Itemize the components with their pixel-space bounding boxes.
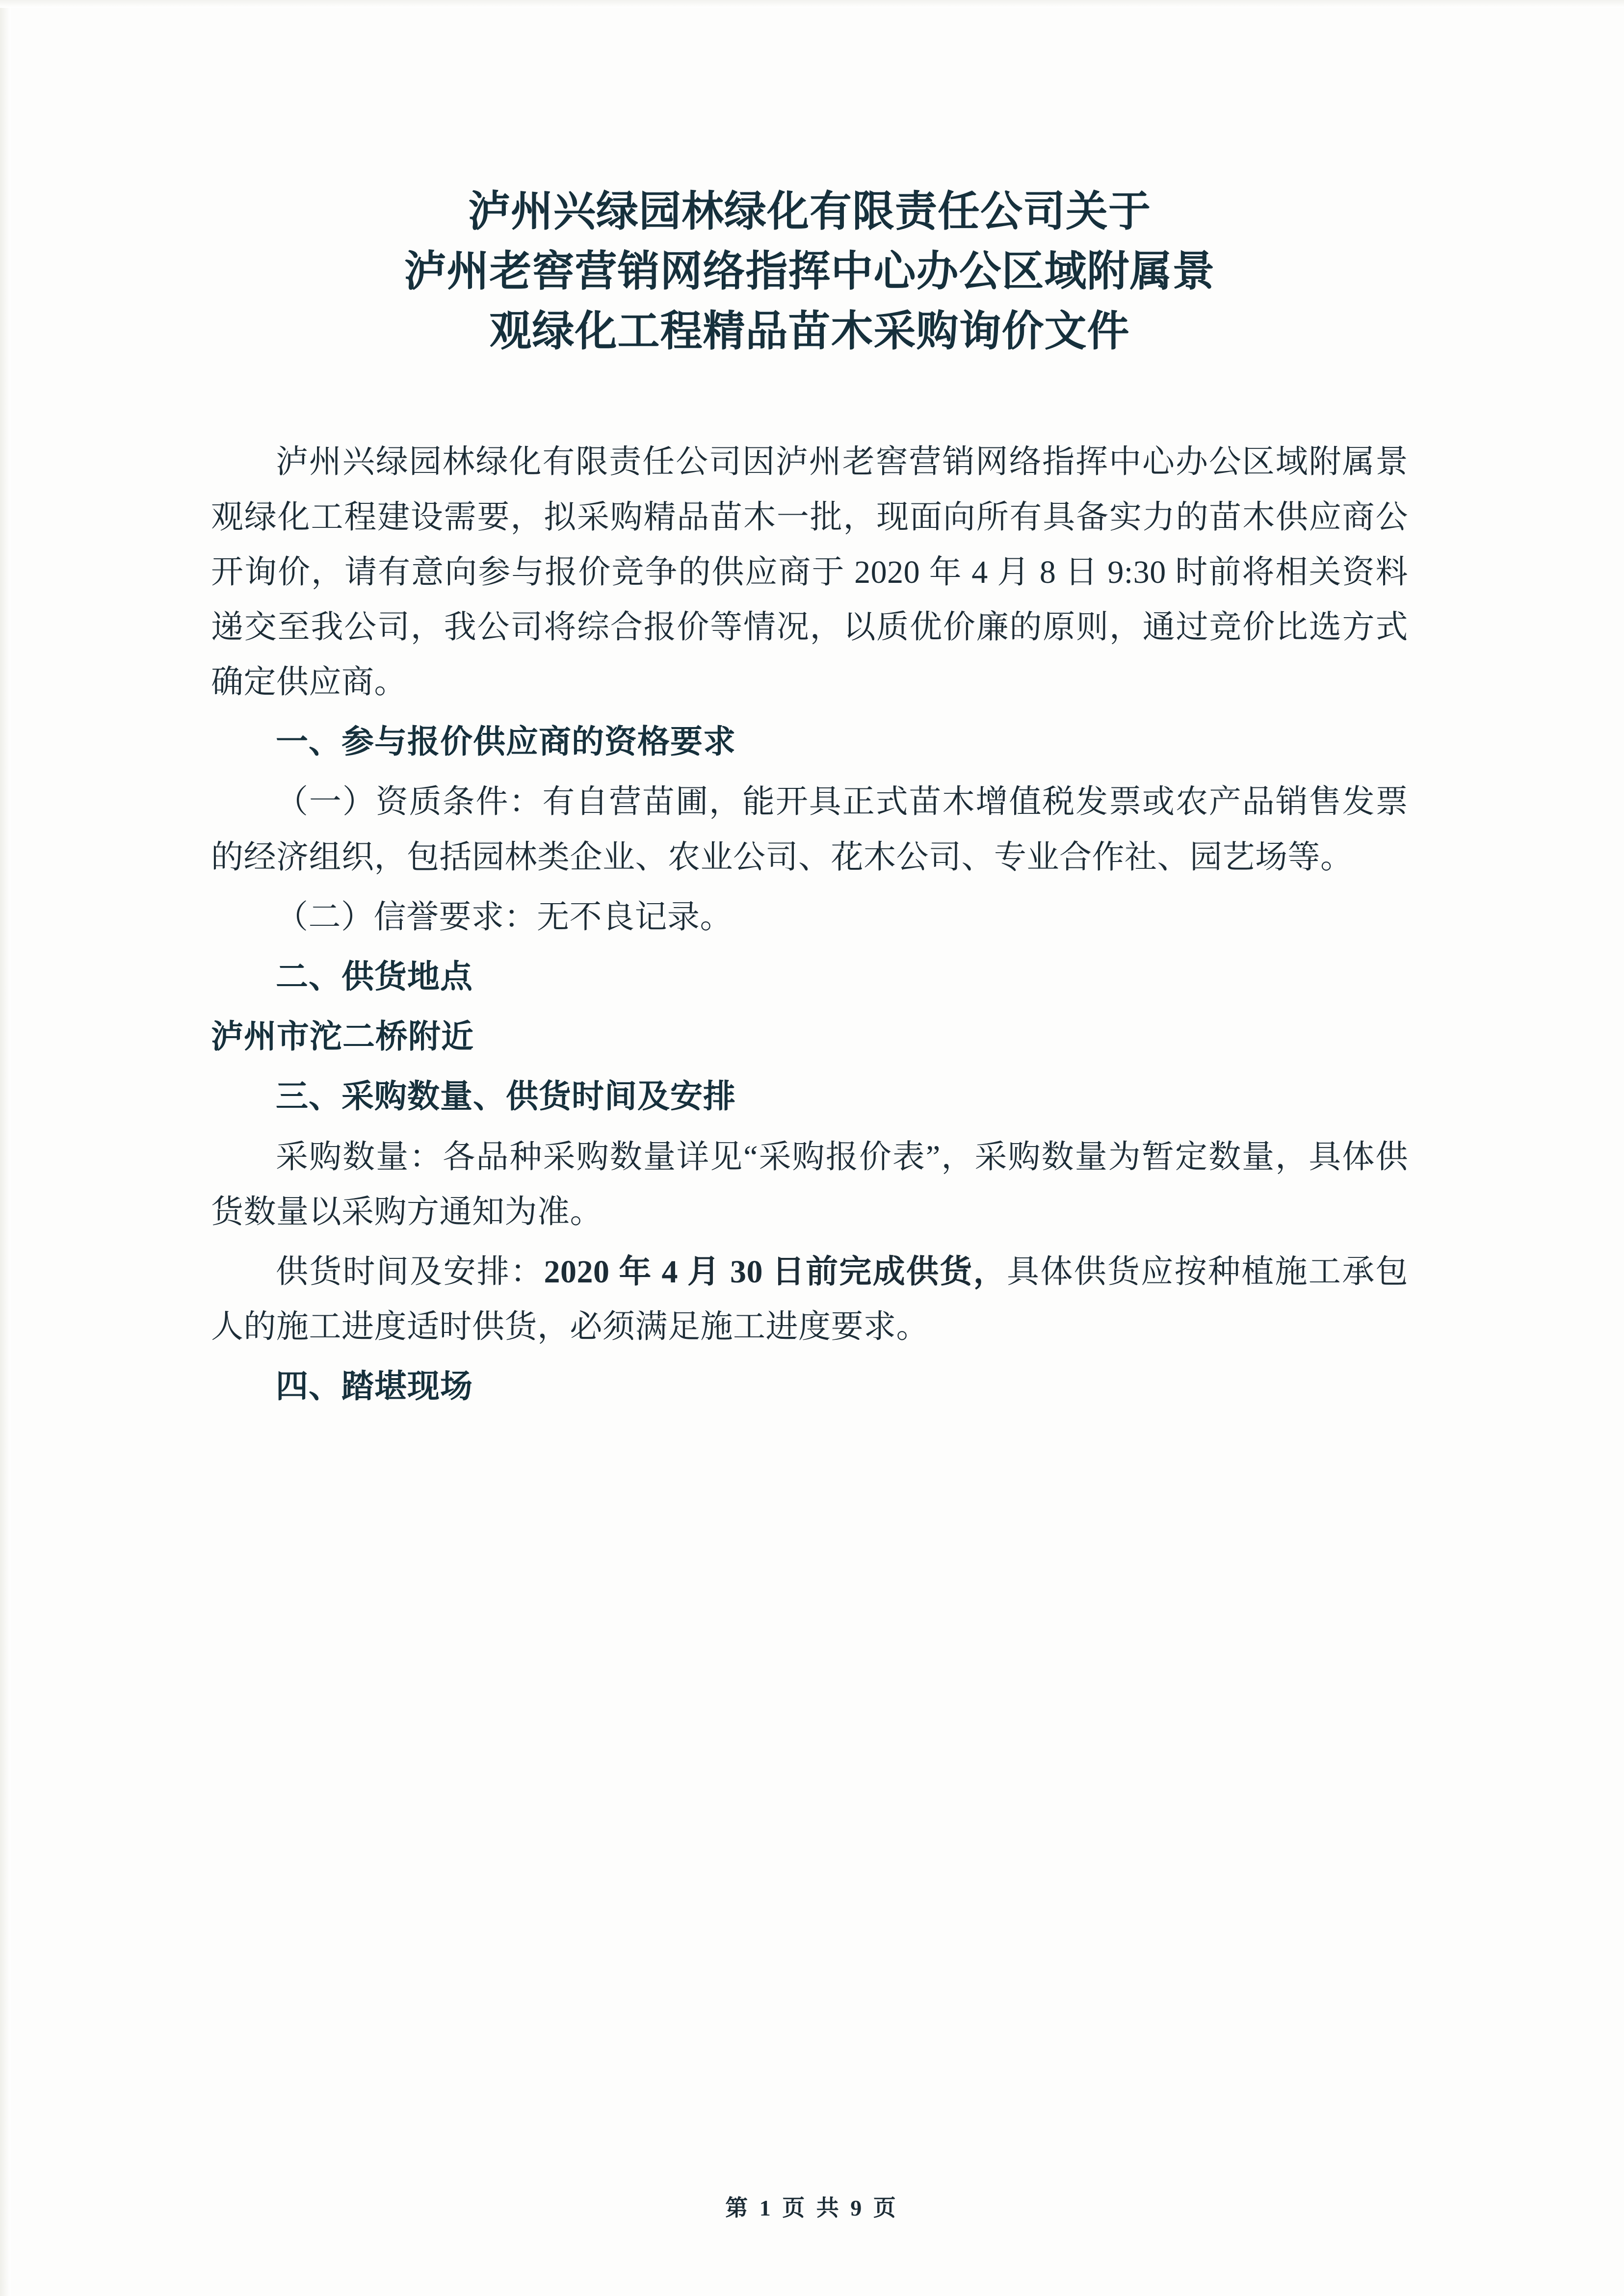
heading-section-4: 四、踏堪现场 <box>276 1369 473 1405</box>
title-line-3: 观绿化工程精品苗木采购询价文件 <box>489 308 1130 355</box>
page-title <box>211 182 1408 361</box>
page-footer: 第 1 页 共 9 页 <box>725 2195 899 2220</box>
schedule-suffix: 具体供货应按种植施工承包人的施工进度适时供货，必须满足施工进度要求。 <box>211 1253 1409 1345</box>
paragraph-section-3-quantity: 采购数量：各品种采购数量详见“采购报价表”，采购数量为暂定数量，具体供货数量以采购方通知为准。 <box>211 1139 1408 1230</box>
paragraph-section-1-item-1: （一）资质条件：有自营苗圃，能开具正式苗木增值税发票或农产品销售发票的经济组织，包括园林类企业、农业公司、花木公司、专业合作社、园艺场等。 <box>211 784 1408 875</box>
paragraph-intro: 泸州兴绿园林绿化有限责任公司因泸州老窖营销网络指挥中心办公区域附属景观绿化工程建设需要，拟采购精品苗木一批，现面向所有具备实力的苗木供应商公开询价，请有意向参与报价竞争的供应商于 2020 年 4 月 8 日 9:30 时前将相关资料递交至我公司，我公司将综合报价等情况，以质优价廉的原则，通过竞价比选方式确定供应商。 <box>211 444 1408 701</box>
title-spacer <box>211 361 1408 435</box>
heading-section-1: 一、参与报价供应商的资格要求 <box>276 724 736 760</box>
title-line-1: 泸州兴绿园林绿化有限责任公司关于 <box>468 188 1151 235</box>
heading-section-2: 二、供货地点 <box>276 959 473 995</box>
paragraph-section-1-item-2: （二）信誉要求：无不良记录。 <box>276 899 733 935</box>
title-line-2: 泸州老窖营销网络指挥中心办公区域附属景 <box>404 248 1215 295</box>
schedule-deadline: 2020 年 4 月 30 日前完成供货， <box>544 1253 1007 1290</box>
paragraph-section-2-body: 泸州市沱二桥附近 <box>211 1019 474 1055</box>
paragraph-section-3-schedule <box>211 1245 1408 1355</box>
heading-section-3: 三、采购数量、供货时间及安排 <box>276 1079 736 1115</box>
schedule-prefix: 供货时间及安排： <box>276 1253 544 1290</box>
document-body <box>211 182 1408 1420</box>
